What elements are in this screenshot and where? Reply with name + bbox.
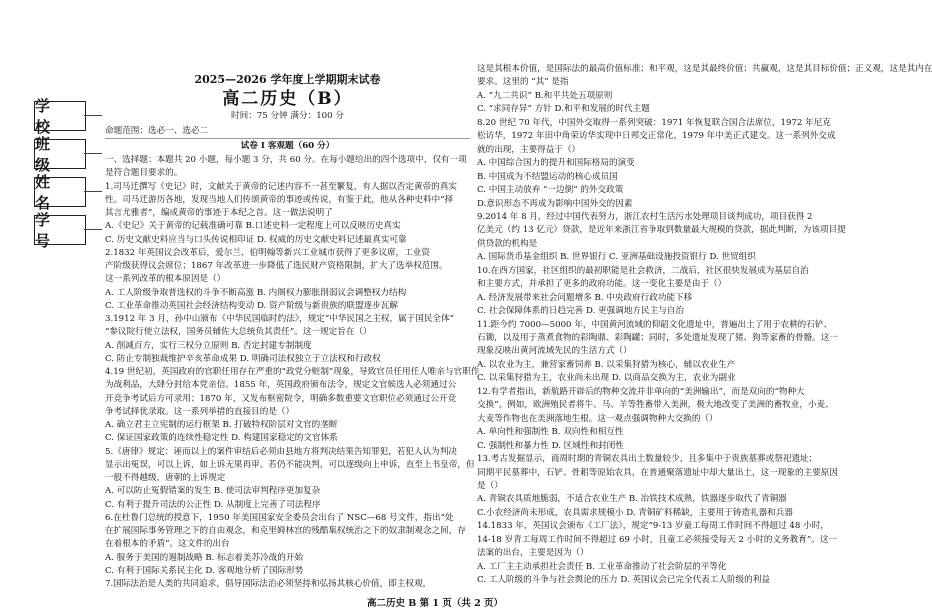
school-line <box>84 115 102 116</box>
question-line: “参议院行使立法权，国务员辅佐大总统负其责任”。这一规定旨在（） <box>105 327 372 338</box>
question-line: 5.《唐律》规定：诬而以上的案件审结后必须由县地方将判决结果告知罪犯，若犯人认为判决 <box>105 446 457 457</box>
question-line: 一般不得越级，唐朝的上诉规定 <box>105 473 226 483</box>
question-line: 9.2014 年 8 月，经过中国代表努力，浙江农村生活污水处理项目谈判成功，项目获得 2 <box>477 211 813 222</box>
question-line: C. 有利于国际关系民主化 D. 客观地分析了国际形势 <box>105 565 304 576</box>
question-line: 性。司马迁游历各地，发现当地人们传颂黄帝的事迹或传说，有鉴于此，他从各种史料中“择 <box>105 194 454 205</box>
question-line: C. 中国主动放弃 “一边倒” 的外交政策 <box>477 185 624 196</box>
question-line: 6.在杜鲁门总统的授意下，1950 年美国国家安全委员会出台了 NSC—68 号文件，指出“处 <box>105 512 454 523</box>
question-line: 1.司马迁撰写《史记》时，文献关于黄帝的记述内容不一甚至繁复，有人据以否定黄帝的真实 <box>105 181 457 192</box>
question-line: A. “九二共识” B.和平共处五项原则 <box>477 90 613 101</box>
question-line: A. 可以防止冤假错案的发生 B. 使司法审判程序更加复杂 <box>105 486 321 497</box>
question-line: A. 经济发展带来社会问题增多 B. 中央政府行政功能下移 <box>477 292 693 303</box>
question-line: 为战利品，大肆分封给本党亲信。1855 年，英国政府颁布法令，规定文官候选人必须通过公 <box>105 380 457 391</box>
question-line: A. 确立君主立宪制的运行框架 B. 打破特权阶层对文官的垄断 <box>105 420 338 430</box>
student-id-line <box>84 229 102 230</box>
class-line <box>84 153 102 154</box>
question-line: C. 以采集狩猎为主，农业尚未出现 D. 以商品交换为主，农业为副业 <box>477 373 736 384</box>
section1-title: 试卷 I 客观题（60 分） <box>240 141 335 151</box>
question-line: A. 工厂主主动承担社会责任 B. 工业革命推动了社会阶层的平等化 <box>477 561 727 572</box>
time-score: 时间：75 分钟 满分：100 分 <box>231 111 344 121</box>
class-label: 班 级 <box>35 135 59 174</box>
exam-title: 高二历史（B） <box>222 89 353 109</box>
question-line: 在着根本的矛盾”。这文件的出台 <box>105 539 230 550</box>
exam-year-line: 2025—2026 学年度上学期期末试卷 <box>194 73 381 86</box>
question-line: 11.距今约 7000—5000 年，中国黄河流域的仰韶文化遗址中，普遍出土了用于农耕的石铲、 <box>477 319 833 330</box>
question-line: 4.19 世纪初，英国政府的官职任用存在严重的“政党分赃制”现象，导致官员任用任人唯亲与官职作 <box>105 367 480 377</box>
question-line: 在扩展国际事务管理之下的自由观念，和克里姆林宫的残酷集权统治之下的奴隶制观念之间，存 <box>105 526 466 536</box>
question-line: C. 防止专制独裁维护辛亥革命成果 D. 明确司法权独立于立法权和行政权 <box>105 353 381 364</box>
question-line: 12.有学者指出，新航路开辟后的物种交流并非单向的“美洲输出”，而是双向的“物种大 <box>477 386 805 397</box>
school-label: 学 校 <box>35 97 59 136</box>
question-line: 争考试择优录取。这一系列举措的直接目的是（） <box>105 406 295 417</box>
question-line: A. 以农业为主，兼营家畜饲养 B. 以采集狩猎为核心，辅以农业生产 <box>477 359 736 370</box>
question-line: 是（） <box>477 480 503 491</box>
question-line: 亿美元（约 13 亿元）贷款，是近年来浙江省争取到数量最大规模的贷款，据此判断，为该项目提 <box>477 225 846 236</box>
question-line: B. 中国成为不结盟运动的核心成员国 <box>477 171 618 182</box>
question-line: C. 工业革命推动英国社会经济结构变动 D. 资产阶级与新贵族的联盟逐步瓦解 <box>105 300 398 311</box>
question-line: A. 削减百方，实行三权分立原则 B. 否定封建专制制度 <box>105 340 312 351</box>
question-line: 3.1912 年 3 月，孙中山颁布《中华民国临时约法》，规定“中华民国之主权，属于国民全体” <box>105 314 455 324</box>
name-label: 姓 名 <box>35 173 59 212</box>
question-line: A. 单向性和强制性 B. 双向性和相互性 <box>477 427 624 438</box>
question-line: C. 社会保障体系的日趋完善 D. 更强调地方民主与自治 <box>477 306 684 317</box>
question-line: 松访华，1972 年田中角荣访华实现中日邦交正常化，1979 年中美正式建交。这一系列外交成 <box>477 131 836 142</box>
header-divider <box>105 138 470 139</box>
question-line: C.小农经济尚未形成，农具需求规模小 D. 青铜矿料稀缺，主要用于铸造礼器和兵器 <box>477 507 793 518</box>
question-line: C. “求同存异” 方针 D.和平和发展的时代主题 <box>477 104 650 115</box>
question-line: C. 强制性和暴力性 D. 区域性和封闭性 <box>477 440 624 451</box>
exam-scope: 命题范围：选必一、选必二 <box>105 126 209 136</box>
question-line: C. 历史文献史料应当与口头传说相印证 D. 权威的历史文献史料记述最真实可靠 <box>105 234 407 245</box>
question-line: 8.20 世纪 70 年代，中国外交取得一系列突破：1971 年恢复联合国合法席位，1972 年尼克 <box>477 117 831 128</box>
question-line: C. 保证国家政策的连续性稳定性 D. 构建国家稳定的文官体系 <box>105 433 338 444</box>
question-line: D.意识形态不再成为影响中国外交的因素 <box>477 198 633 209</box>
question-line: 14-18 岁青工每周工作时间不得超过 69 小时，且童工必须接受每天 2 小时的义务教育”。这一 <box>477 534 838 545</box>
question-line: 这是其根本价值，是国际法的最高价值标准；和平观，这是其最终价值；共赢观，这是其目标价值；正义观，这是其内在 <box>477 64 932 74</box>
question-line: A. 国际货币基金组织 B. 世界银行 C. 亚洲基础设施投资银行 D. 世贸组织 <box>477 252 756 263</box>
question-line: 产阶级获得议会席位；1867 年改革进一步降低了选民财产资格限制，扩大了选举权范围。 <box>105 261 448 271</box>
question-line: C. 有利于提升司法的公正性 D. 从制度上完善了司法程序 <box>105 499 321 510</box>
student-id-label: 学 号 <box>35 211 59 250</box>
name-line <box>84 191 102 192</box>
question-line: 14.1833 年，英国议会颁布《工厂法》，规定“9-13 岁童工每周工作时间不得超过 48 小时， <box>477 521 829 532</box>
question-line: 同期平民墓葬中，石铲、骨耜等原始农具，在普通聚落遗址中却大量出土，这一现象的主要原因 <box>477 467 838 478</box>
question-line: 一、选择题：本题共 20 小题，每小题 3 分，共 60 分。在每小题给出的四个选项中，仅有一项 <box>105 155 467 165</box>
question-line: 供贷款的机构是 <box>477 238 538 249</box>
question-line: 开竞争考试后方可录用；1870 年，又发布枢密院令，明确多数重要文官职位必须通过公开竞 <box>105 393 457 404</box>
page-footer: 高二历史 B 第 1 页（共 2 页） <box>366 598 504 609</box>
question-line: 2.1832 年英国议会改革后，爱尔兰、伯明翰等新兴工业城市获得了更多议席，工业资 <box>105 247 430 258</box>
question-line: A. 工人阶级争取普选权的斗争不断高涨 B. 内阁权力膨胀削弱议会调整权力结构 <box>105 287 407 298</box>
question-line: 要求。这里的 “其” 是指 <box>477 77 569 88</box>
name-box <box>34 173 86 212</box>
question-line: 交换”。例如，欧洲殖民者将牛、马、羊等牲畜带入美洲，极大地改变了美洲的畜牧业，小麦、 <box>477 400 834 411</box>
question-line: 就的出现，主要得益于（） <box>477 144 581 155</box>
question-line: 这一系列改革的根本原因是（） <box>105 274 226 285</box>
question-line: 大麦等作物也在美洲落地生根。这一观点强调物种大交换的（） <box>477 413 718 424</box>
question-line: A. 中国综合国力的提升和国际格局的演变 <box>477 158 635 169</box>
question-line: 7.国际法治是人类的共同追求，倡导国际法治必须坚持和弘扬其核心价值，即主权观， <box>105 579 432 589</box>
question-line: 现象反映出黄河流域先民的生活方式（） <box>477 346 632 357</box>
question-line: A. 服务于美国的遏制战略 B. 标志着美苏冷战的开始 <box>105 552 304 563</box>
question-line: 显示出冤误，可以上诉，如上诉无果再审。若仍不能决判，可以逐级向上申诉，直至上书皇帝，但 <box>105 459 475 470</box>
question-line: A.《史记》关于黄帝的记载准确可靠 B.口述史料一定程度上可以反映历史真实 <box>105 221 401 232</box>
question-line: 石锄，以及用于蒸煮食物的彩陶鼎、彩陶罐；同时，多处遗址发现了猪、狗等家畜的骨骼。这一 <box>477 333 838 343</box>
question-line: 10.在西方国家，社区组织的最初职能是社会救济，二战后，社区很快发展成为基层自治 <box>477 265 809 276</box>
question-line: 其言尤雅者”，编成黄帝的事迹于本纪之首。这一做法说明了 <box>105 208 333 218</box>
question-line: 和主要方式，并承担了更多的政府功能。这一变化主要是由于（） <box>477 279 727 290</box>
question-line: 法案的出台，主要是因为（） <box>477 548 589 559</box>
class-box <box>34 135 86 174</box>
school-box <box>34 97 86 136</box>
question-line: 是符合题目要求的。 <box>105 168 183 179</box>
question-line: A. 青铜农具质地脆弱，不适合农业生产 B. 冶铁技术成熟，铁器逐步取代了青铜器 <box>477 494 787 505</box>
question-line: C. 工人阶级的斗争与社会舆论的压力 D. 英国议会已完全代表工人阶级的利益 <box>477 575 770 586</box>
question-line: 13.考古发掘显示，商周时期的青铜农具出土数量较少，且多集中于贵族墓葬或祭祀遗址； <box>477 454 818 465</box>
student-id-box <box>34 211 86 250</box>
